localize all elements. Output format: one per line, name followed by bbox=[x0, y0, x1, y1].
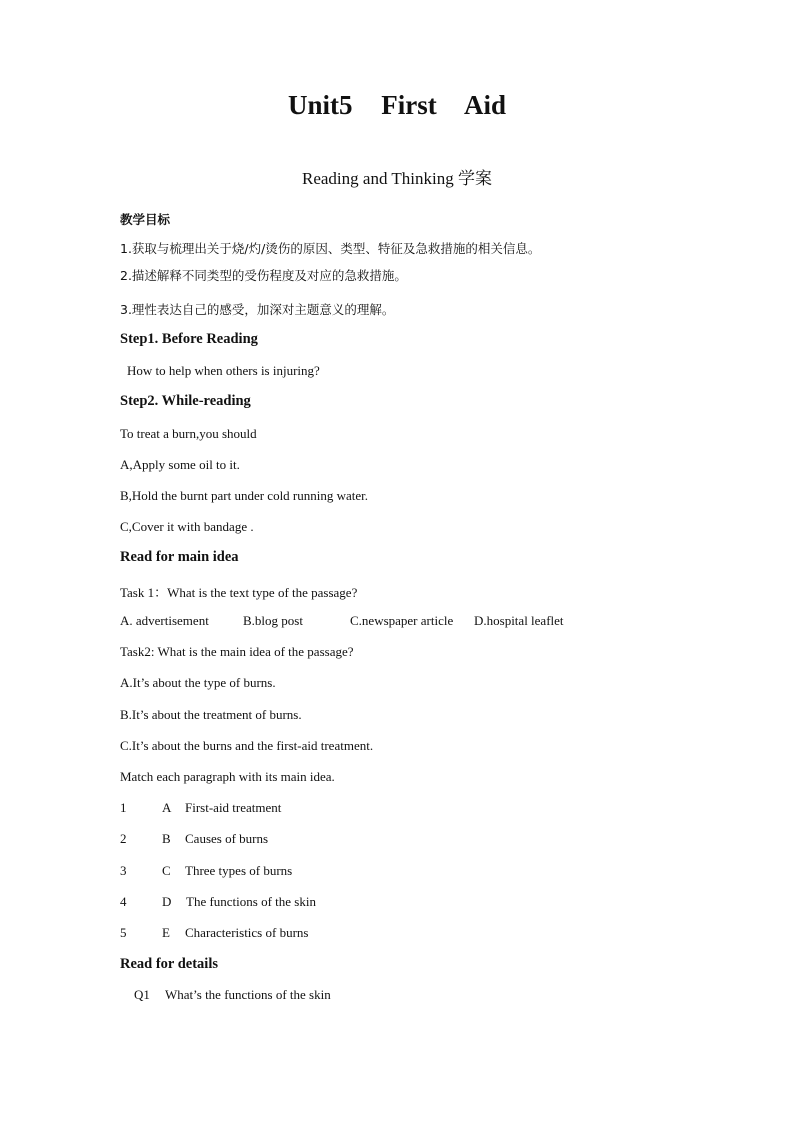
match-row-letter: A bbox=[162, 800, 172, 815]
task1-question: Task 1：What is the text type of the passage? bbox=[120, 585, 358, 600]
match-row-text: Three types of burns bbox=[185, 863, 293, 878]
task1-option-c: C.newspaper article bbox=[350, 613, 454, 628]
match-row-number: 1 bbox=[120, 800, 127, 815]
step2-heading: Step2. While-reading bbox=[120, 393, 251, 409]
step2-prompt: To treat a burn,you should bbox=[120, 426, 257, 441]
match-row-letter: B bbox=[162, 831, 171, 846]
match-row-number: 2 bbox=[120, 831, 127, 846]
match-row-letter: E bbox=[162, 925, 170, 940]
task2-option-c: C.It’s about the burns and the first-aid treatment. bbox=[120, 738, 374, 753]
task1-option-b: B.blog post bbox=[243, 613, 303, 628]
task2-option-a: A.It’s about the type of burns. bbox=[120, 675, 276, 690]
match-row-letter: D bbox=[162, 894, 172, 909]
objectives-heading: 教学目标 bbox=[120, 212, 171, 227]
page-subtitle bbox=[0, 164, 794, 189]
question-label: Q1 bbox=[134, 987, 150, 1002]
match-row-text: The functions of the skin bbox=[186, 894, 316, 909]
objective-item-2: 2.描述解释不同类型的受伤程度及对应的急救措施。 bbox=[120, 268, 407, 283]
details-heading: Read for details bbox=[120, 956, 219, 972]
step1-question: How to help when others is injuring? bbox=[127, 363, 320, 378]
objective-item-3: 3.理性表达自己的感受，加深对主题意义的理解。 bbox=[120, 302, 395, 317]
task2-question: Task2: What is the main idea of the passage? bbox=[120, 644, 354, 659]
task1-option-a: A. advertisement bbox=[120, 613, 209, 628]
match-instruction: Match each paragraph with its main idea. bbox=[120, 769, 335, 784]
step1-heading: Step1. Before Reading bbox=[120, 331, 258, 347]
task1-option-d: D.hospital leaflet bbox=[474, 613, 564, 628]
objective-item-1: 1.获取与梳理出关于烧/灼/烫伤的原因、类型、特征及急救措施的相关信息。 bbox=[120, 241, 541, 256]
step2-option-a: A,Apply some oil to it. bbox=[120, 457, 240, 472]
match-row-text: Characteristics of burns bbox=[185, 925, 309, 940]
match-row-number: 3 bbox=[120, 863, 127, 878]
subtitle-chinese: 学案 bbox=[457, 169, 492, 189]
page-title: Unit5 First Aid bbox=[287, 90, 506, 120]
match-row-text: First-aid treatment bbox=[185, 800, 282, 815]
question-text: What’s the functions of the skin bbox=[165, 987, 331, 1002]
match-row-number: 5 bbox=[120, 925, 127, 940]
match-row-number: 4 bbox=[120, 894, 127, 909]
step2-option-c: C,Cover it with bandage . bbox=[120, 519, 254, 534]
main-idea-heading: Read for main idea bbox=[120, 549, 239, 565]
match-row-text: Causes of burns bbox=[185, 831, 269, 846]
task2-option-b: B.It’s about the treatment of burns. bbox=[120, 707, 302, 722]
step2-option-b: B,Hold the burnt part under cold running water. bbox=[120, 488, 369, 503]
subtitle-english: Reading and Thinking bbox=[302, 169, 454, 188]
match-row-letter: C bbox=[162, 863, 171, 878]
